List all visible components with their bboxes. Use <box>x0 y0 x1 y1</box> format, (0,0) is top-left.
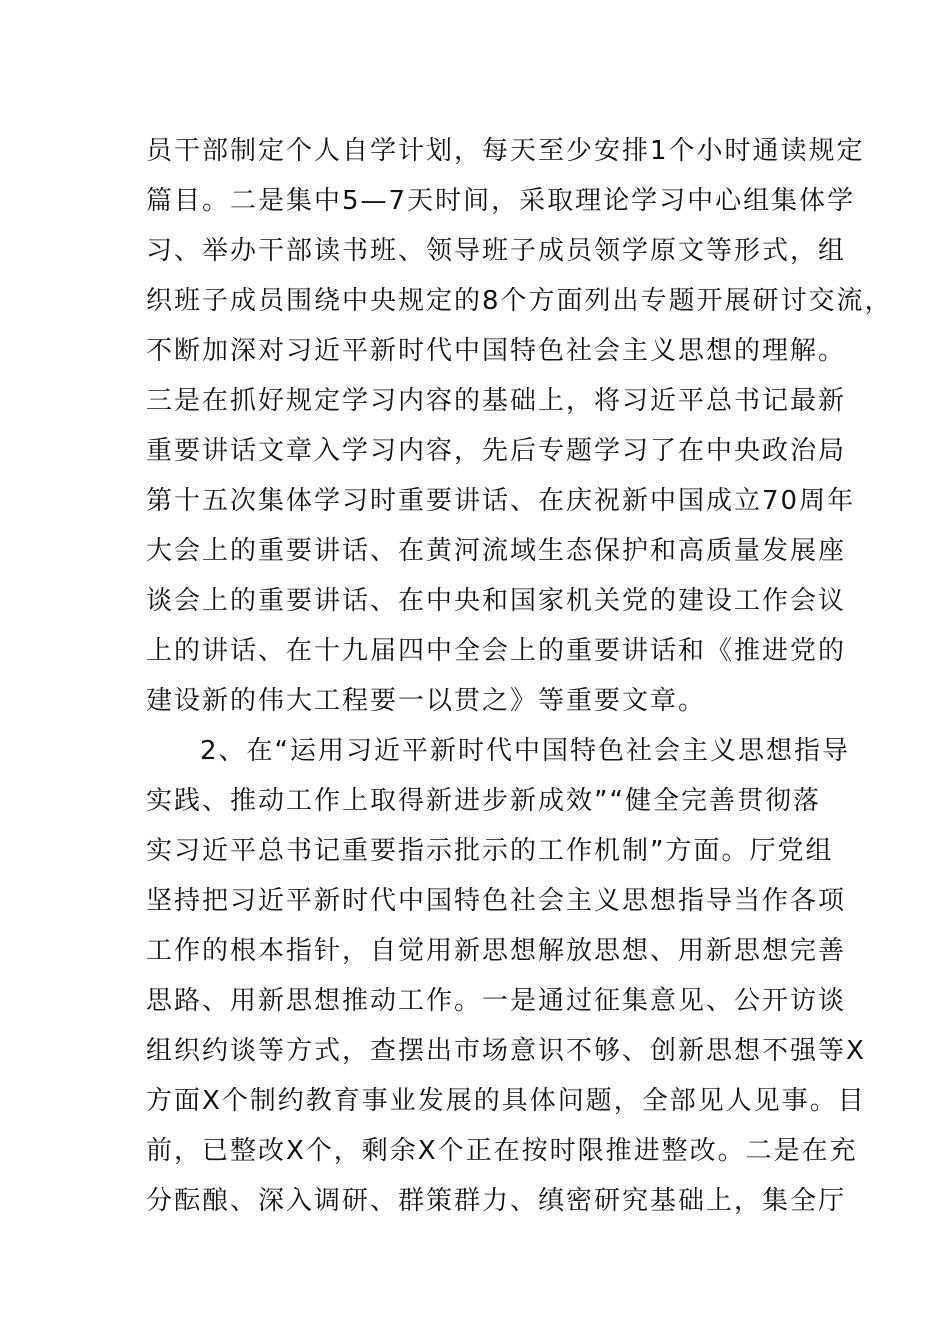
text-line: 工作的根本指针，自觉用新思想解放思想、用新思想完善 <box>146 936 847 966</box>
document-body <box>146 126 893 1226</box>
text-line-first: 2、在“运用习近平新时代中国特色社会主义思想指导 <box>200 736 851 766</box>
text-line: 方面X个制约教育事业发展的具体问题，全部见人见事。目 <box>146 1086 866 1116</box>
text-line: 上的讲话、在十九届四中全会上的重要讲话和《推进党的 <box>146 636 847 666</box>
text-line: 不断加深对习近平新时代中国特色社会主义思想的理解。 <box>146 336 847 366</box>
paragraph-section-2 <box>146 726 866 1226</box>
text-line: 实践、推动工作上取得新进步新成效”“健全完善贯彻落 <box>146 786 821 816</box>
text-line: 重要讲话文章入学习内容，先后专题学习了在中央政治局 <box>146 436 847 466</box>
text-line: 习、举办干部读书班、领导班子成员领学原文等形式，组 <box>146 236 847 266</box>
text-line: 大会上的重要讲话、在黄河流域生态保护和高质量发展座 <box>146 536 847 566</box>
paragraph-continued <box>146 126 893 726</box>
text-line: 前，已整改X个，剩余X个正在按时限推进整改。二是在充 <box>146 1136 858 1166</box>
text-line: 第十五次集体学习时重要讲话、在庆祝新中国成立70周年 <box>146 486 856 516</box>
text-line: 思路、用新思想推动工作。一是通过征集意见、公开访谈 <box>146 986 847 1016</box>
text-line: 组织约谈等方式，查摆出市场意识不够、创新思想不强等X <box>146 1036 866 1066</box>
text-line: 坚持把习近平新时代中国特色社会主义思想指导当作各项 <box>146 886 847 916</box>
text-line: 三是在抓好规定学习内容的基础上，将习近平总书记最新 <box>146 386 847 416</box>
text-line: 织班子成员围绕中央规定的8个方面列出专题开展研讨交流， <box>146 286 893 316</box>
text-line: 谈会上的重要讲话、在中央和国家机关党的建设工作会议 <box>146 586 847 616</box>
text-line: 实习近平总书记重要指示批示的工作机制”方面。厅党组 <box>146 836 834 866</box>
text-line: 篇目。二是集中5—7天时间，采取理论学习中心组集体学 <box>146 186 856 216</box>
text-line: 分酝酿、深入调研、群策群力、缜密研究基础上，集全厅 <box>146 1186 847 1216</box>
text-line: 建设新的伟大工程要一以贯之》等重要文章。 <box>146 686 707 716</box>
text-line: 员干部制定个人自学计划，每天至少安排1个小时通读规定 <box>146 136 865 166</box>
